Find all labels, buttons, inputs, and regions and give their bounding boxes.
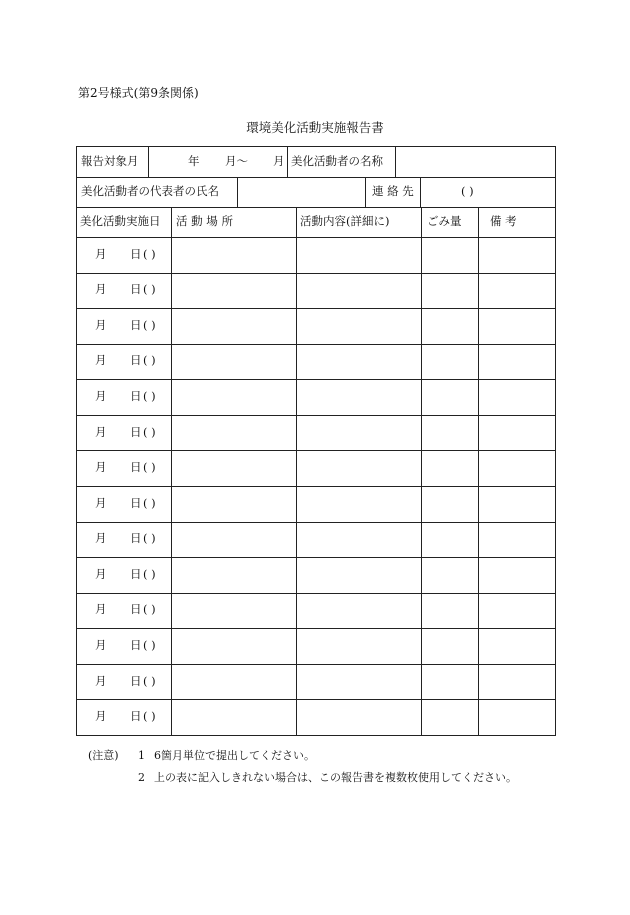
remarks-cell[interactable] bbox=[479, 700, 555, 734]
remarks-cell[interactable] bbox=[479, 416, 555, 450]
date-weekday[interactable]: ( ) bbox=[143, 282, 156, 297]
place-cell[interactable] bbox=[172, 451, 296, 485]
place-cell[interactable] bbox=[172, 345, 296, 379]
date-month[interactable]: 月 bbox=[95, 317, 107, 332]
content-cell[interactable] bbox=[297, 594, 421, 628]
contact-phone-field[interactable]: ( ) bbox=[461, 184, 474, 198]
date-weekday[interactable]: ( ) bbox=[143, 389, 156, 404]
date-month[interactable]: 月 bbox=[95, 389, 107, 404]
date-weekday[interactable]: ( ) bbox=[143, 638, 156, 653]
amount-cell[interactable] bbox=[422, 594, 478, 628]
header-place: 活 動 場 所 bbox=[176, 214, 233, 228]
content-cell[interactable] bbox=[297, 558, 421, 592]
date-weekday[interactable]: ( ) bbox=[143, 602, 156, 617]
remarks-cell[interactable] bbox=[479, 523, 555, 557]
place-cell[interactable] bbox=[172, 594, 296, 628]
date-weekday[interactable]: ( ) bbox=[143, 709, 156, 724]
remarks-cell[interactable] bbox=[479, 558, 555, 592]
date-month[interactable]: 月 bbox=[95, 709, 107, 724]
date-month[interactable]: 月 bbox=[95, 246, 107, 261]
content-cell[interactable] bbox=[297, 345, 421, 379]
period-month-to: 月 bbox=[273, 154, 285, 168]
header-remarks: 備 考 bbox=[490, 214, 517, 228]
amount-cell[interactable] bbox=[422, 416, 478, 450]
place-cell[interactable] bbox=[172, 487, 296, 521]
date-month[interactable]: 月 bbox=[95, 460, 107, 475]
content-cell[interactable] bbox=[297, 451, 421, 485]
note-number: 2 bbox=[138, 771, 145, 784]
amount-cell[interactable] bbox=[422, 309, 478, 343]
target-month-label: 報告対象月 bbox=[81, 154, 139, 168]
remarks-cell[interactable] bbox=[479, 451, 555, 485]
amount-cell[interactable] bbox=[422, 700, 478, 734]
amount-cell[interactable] bbox=[422, 274, 478, 308]
remarks-cell[interactable] bbox=[479, 380, 555, 414]
period-month-from: 月〜 bbox=[225, 154, 248, 168]
date-month[interactable]: 月 bbox=[95, 424, 107, 439]
date-day[interactable]: 日 bbox=[130, 531, 142, 546]
remarks-cell[interactable] bbox=[479, 594, 555, 628]
remarks-cell[interactable] bbox=[479, 274, 555, 308]
remarks-cell[interactable] bbox=[479, 309, 555, 343]
col-divider bbox=[395, 147, 396, 177]
date-day[interactable]: 日 bbox=[130, 638, 142, 653]
content-cell[interactable] bbox=[297, 487, 421, 521]
date-month[interactable]: 月 bbox=[95, 566, 107, 581]
contact-label: 連 絡 先 bbox=[372, 184, 414, 198]
col-divider bbox=[237, 177, 238, 207]
content-cell[interactable] bbox=[297, 665, 421, 699]
row-divider bbox=[77, 207, 555, 208]
date-day[interactable]: 日 bbox=[130, 246, 142, 261]
form-number: 第2号様式(第9条関係) bbox=[78, 86, 199, 100]
header-amount: ごみ量 bbox=[427, 214, 462, 228]
note-text: 上の表に記入しきれない場合は、この報告書を複数枚使用してください。 bbox=[154, 771, 517, 784]
date-month[interactable]: 月 bbox=[95, 673, 107, 688]
date-weekday[interactable]: ( ) bbox=[143, 424, 156, 439]
date-month[interactable]: 月 bbox=[95, 353, 107, 368]
content-cell[interactable] bbox=[297, 380, 421, 414]
date-weekday[interactable]: ( ) bbox=[143, 246, 156, 261]
content-cell[interactable] bbox=[297, 274, 421, 308]
place-cell[interactable] bbox=[172, 274, 296, 308]
date-weekday[interactable]: ( ) bbox=[143, 460, 156, 475]
date-weekday[interactable]: ( ) bbox=[143, 531, 156, 546]
date-weekday[interactable]: ( ) bbox=[143, 673, 156, 688]
place-cell[interactable] bbox=[172, 309, 296, 343]
amount-cell[interactable] bbox=[422, 345, 478, 379]
col-divider bbox=[148, 147, 149, 177]
amount-cell[interactable] bbox=[422, 558, 478, 592]
place-cell[interactable] bbox=[172, 523, 296, 557]
date-month[interactable]: 月 bbox=[95, 531, 107, 546]
date-month[interactable]: 月 bbox=[95, 282, 107, 297]
remarks-cell[interactable] bbox=[479, 629, 555, 663]
group-name-label: 美化活動者の名称 bbox=[291, 154, 383, 168]
date-weekday[interactable]: ( ) bbox=[143, 566, 156, 581]
group-name-field[interactable] bbox=[399, 151, 551, 173]
row-divider bbox=[77, 177, 555, 178]
place-cell[interactable] bbox=[172, 629, 296, 663]
date-weekday[interactable]: ( ) bbox=[143, 353, 156, 368]
representative-label: 美化活動者の代表者の氏名 bbox=[81, 184, 219, 198]
amount-cell[interactable] bbox=[422, 380, 478, 414]
document-title: 環境美化活動実施報告書 bbox=[246, 120, 384, 135]
remarks-cell[interactable] bbox=[479, 345, 555, 379]
date-month[interactable]: 月 bbox=[95, 638, 107, 653]
amount-cell[interactable] bbox=[422, 665, 478, 699]
note-line bbox=[88, 745, 517, 767]
content-cell[interactable] bbox=[297, 629, 421, 663]
content-cell[interactable] bbox=[297, 700, 421, 734]
amount-cell[interactable] bbox=[422, 629, 478, 663]
remarks-cell[interactable] bbox=[479, 238, 555, 272]
date-day[interactable]: 日 bbox=[130, 602, 142, 617]
amount-cell[interactable] bbox=[422, 451, 478, 485]
date-day[interactable]: 日 bbox=[130, 353, 142, 368]
date-day[interactable]: 日 bbox=[130, 282, 142, 297]
header-content: 活動内容(詳細に) bbox=[300, 214, 390, 228]
content-cell[interactable] bbox=[297, 309, 421, 343]
amount-cell[interactable] bbox=[422, 523, 478, 557]
date-month[interactable]: 月 bbox=[95, 495, 107, 510]
date-day[interactable]: 日 bbox=[130, 495, 142, 510]
representative-field[interactable] bbox=[241, 181, 361, 203]
remarks-cell[interactable] bbox=[479, 665, 555, 699]
date-month[interactable]: 月 bbox=[95, 602, 107, 617]
content-cell[interactable] bbox=[297, 416, 421, 450]
col-divider bbox=[420, 177, 421, 207]
date-day[interactable]: 日 bbox=[130, 709, 142, 724]
date-day[interactable]: 日 bbox=[130, 424, 142, 439]
note-number: 1 bbox=[138, 749, 145, 762]
place-cell[interactable] bbox=[172, 665, 296, 699]
date-day[interactable]: 日 bbox=[130, 460, 142, 475]
content-cell[interactable] bbox=[297, 523, 421, 557]
col-divider bbox=[365, 177, 366, 207]
report-table bbox=[76, 146, 556, 736]
note-text: 6箇月単位で提出してください。 bbox=[154, 749, 315, 762]
notes-heading: (注意) bbox=[88, 749, 119, 762]
note-line bbox=[88, 767, 517, 789]
date-day[interactable]: 日 bbox=[130, 389, 142, 404]
amount-cell[interactable] bbox=[422, 487, 478, 521]
notes bbox=[88, 745, 517, 789]
remarks-cell[interactable] bbox=[479, 487, 555, 521]
content-cell[interactable] bbox=[297, 238, 421, 272]
date-weekday[interactable]: ( ) bbox=[143, 317, 156, 332]
place-cell[interactable] bbox=[172, 380, 296, 414]
date-day[interactable]: 日 bbox=[130, 317, 142, 332]
period-year: 年 bbox=[188, 154, 200, 168]
place-cell[interactable] bbox=[172, 700, 296, 734]
col-divider bbox=[287, 147, 288, 177]
place-cell[interactable] bbox=[172, 238, 296, 272]
place-cell[interactable] bbox=[172, 558, 296, 592]
place-cell[interactable] bbox=[172, 416, 296, 450]
date-weekday[interactable]: ( ) bbox=[143, 495, 156, 510]
date-day[interactable]: 日 bbox=[130, 566, 142, 581]
date-day[interactable]: 日 bbox=[130, 673, 142, 688]
header-date: 美化活動実施日 bbox=[80, 214, 161, 228]
amount-cell[interactable] bbox=[422, 238, 478, 272]
